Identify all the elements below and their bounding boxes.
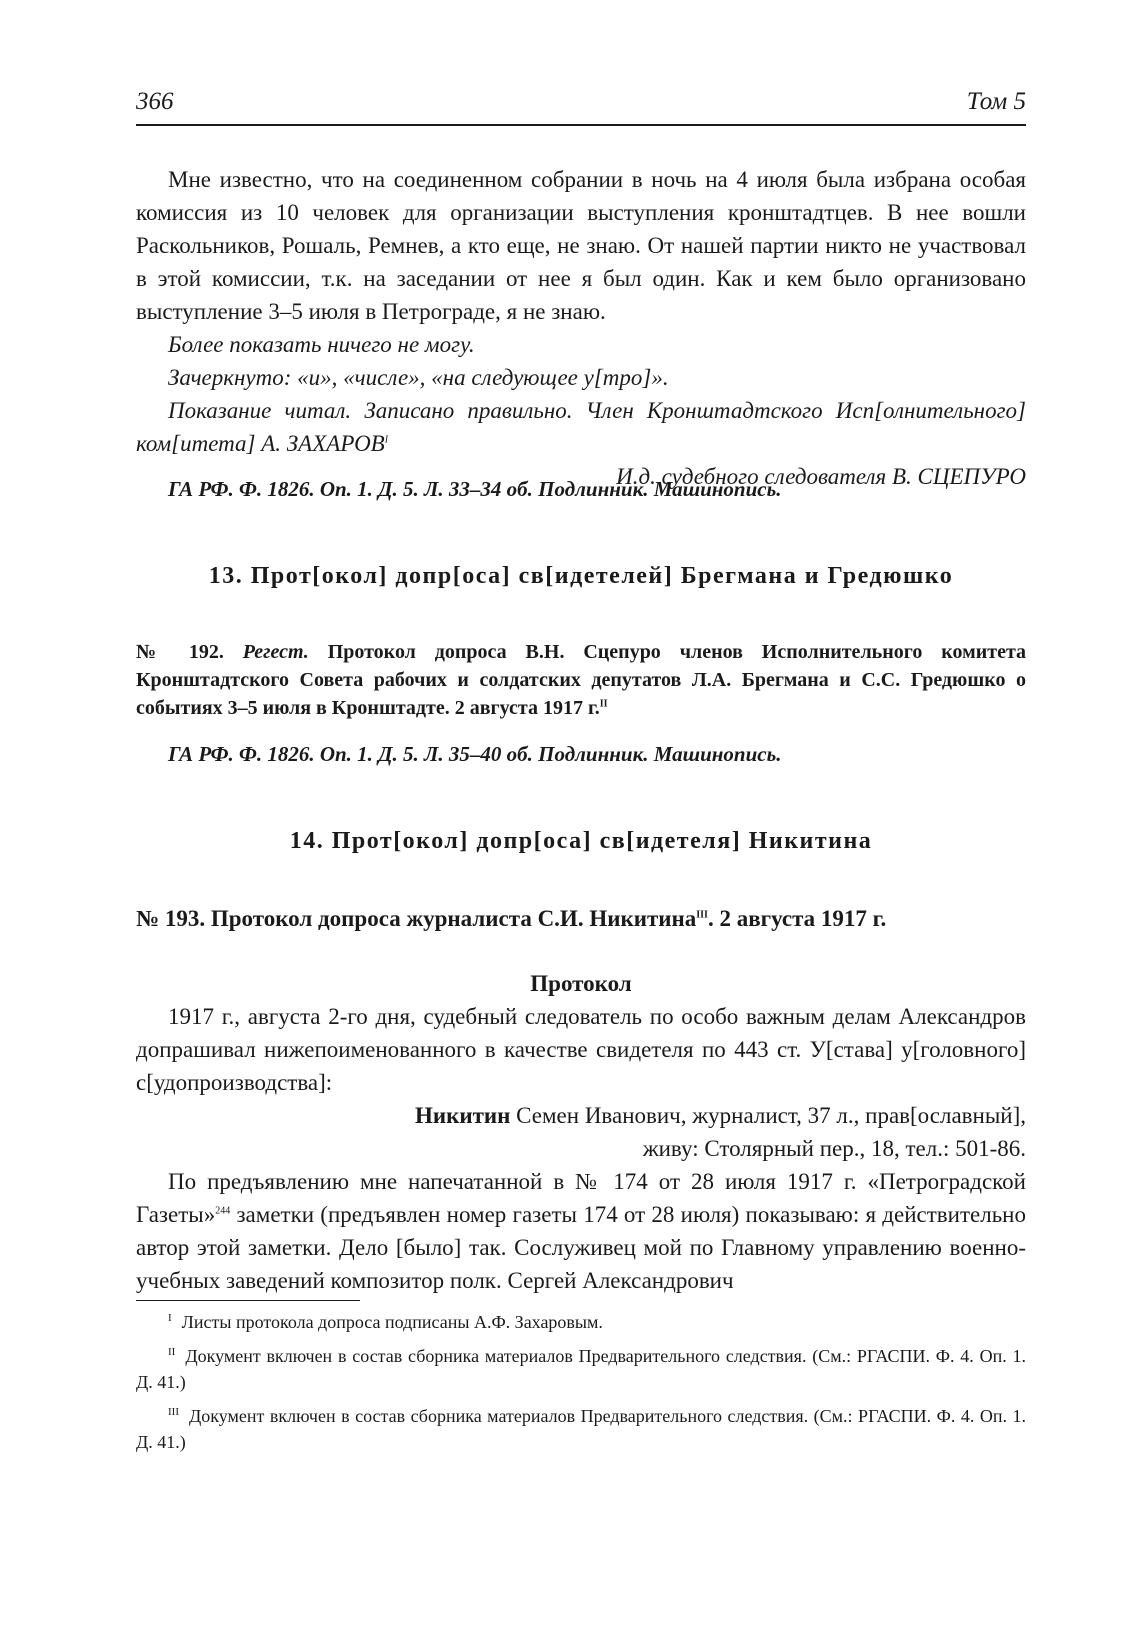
page-header [136, 88, 1026, 126]
doc-title-193 [136, 906, 1026, 932]
read-confirmation-text: Показание читал. Записано правильно. Член Кронштадтского Исп[олнительного] ком[итета] А. ЗАХАРОВ [136, 398, 1026, 456]
nothing-more-line: Более показать ничего не могу. [168, 332, 475, 357]
footnote-divider [136, 1300, 360, 1301]
testimony-start [136, 1165, 1026, 1297]
footnote-text-1: Листы протокола допроса подписаны А.Ф. Захаровым. [181, 1312, 603, 1332]
witness-details: Семен Иванович, журналист, 37 л., прав[ославный], [510, 1103, 1026, 1128]
witness-name: Никитин [414, 1103, 511, 1128]
footnote-3 [136, 1403, 1026, 1455]
witness-address: живу: Столярный пер., 18, тел.: 501-86. [642, 1136, 1026, 1161]
read-confirmation [136, 394, 1026, 460]
page-number: 366 [136, 88, 174, 115]
testimony-start-b: заметки (предъявлен номер газеты 174 от 28 июля) показываю: я действительно автор этой заметки. Дело [было] так. Сослуживец мой по Главному управлению военно-учебных заведений композитор полк. Сергей Александрович [136, 1202, 1026, 1293]
testimony-start-a: По предъявлению мне напечатанной в № 174 от 28 июля 1917 г. «Петроградской Газеты» [136, 1169, 1026, 1227]
volume-label: Том 5 [966, 88, 1026, 115]
footnote-text-2: Документ включен в состав сборника материалов Предварительного следствия. (См.: РГАСПИ. Ф. 4. Оп. 1. Д. 41.) [136, 1346, 1026, 1392]
protocol-intro: 1917 г., августа 2-го дня, судебный следователь по особо важным делам Александров допрашивал нижепоименованного в качестве свидетеля по 443 ст. У[става] у[головного] с[удопроизводства]: [136, 1004, 1026, 1095]
endnote-ref-244: 244 [215, 1205, 231, 1217]
footnote-2 [136, 1343, 1026, 1395]
archive-reference-2: ГА РФ. Ф. 1826. Оп. 1. Д. 5. Л. 35–40 об. Подлинник. Машинопись. [168, 742, 782, 766]
footnote-mark-1: I [168, 1312, 172, 1324]
archive-reference-1: ГА РФ. Ф. 1826. Оп. 1. Д. 5. Л. 33–34 об. Подлинник. Машинопись. [168, 477, 782, 501]
testimony-paragraph: Мне известно, что на соединенном собрании в ночь на 4 июля была избрана особая комиссия из 10 человек для организации выступления кронштадтцев. В нее вошли Раскольников, Рошаль, Ремнев, а кто еще, не знаю. От нашей партии никто не участвовал в этой комиссии, т.к. на заседании от нее я был один. Как и кем было организовано выступление 3–5 июля в Петрограде, я не знаю. [136, 167, 1026, 324]
crossed-out-note: Зачеркнуто: «и», «числе», «на следующее у[тро]». [168, 365, 669, 390]
footnote-ref-2: II [599, 698, 608, 710]
doc-number-192: № 192. [136, 641, 224, 663]
footnote-ref-1: I [384, 434, 389, 446]
protocol-193 [136, 967, 1026, 1297]
footnote-mark-2: II [168, 1346, 176, 1358]
footnote-mark-3: III [168, 1406, 179, 1418]
footnotes [136, 1309, 1026, 1463]
witness-line [136, 1099, 1026, 1132]
doc-title-text: № 193. Протокол допроса журналиста С.И. Никитина [136, 906, 697, 931]
footnote-1 [136, 1309, 1026, 1335]
investigator-signature: И.д. судебного следователя В. СЦЕПУРО [616, 464, 1026, 489]
regest-label: Регест. [242, 641, 309, 663]
testimony-end [136, 163, 1026, 493]
regest-192 [136, 638, 1026, 722]
section-title-14: 14. Прот[окол] допр[оса] св[идетеля] Никитина [289, 828, 873, 854]
footnote-text-3: Документ включен в состав сборника материалов Предварительного следствия. (См.: РГАСПИ. Ф. 4. Оп. 1. Д. 41.) [136, 1406, 1026, 1452]
footnote-ref-3: III [696, 909, 708, 921]
section-title-13: 13. Прот[окол] допр[оса] св[идетелей] Брегмана и Гредюшко [208, 563, 954, 589]
doc-title-date: . 2 августа 1917 г. [707, 906, 887, 931]
protocol-heading: Протокол [530, 971, 632, 996]
regest-text: Протокол допроса В.Н. Сцепуро членов Исполнительного комитета Кронштадтского Совета рабочих и солдатских депутатов Л.А. Брегмана и С.С. Гредюшко о событиях 3–5 июля в Кронштадте. 2 августа 1917 г. [136, 641, 1027, 719]
